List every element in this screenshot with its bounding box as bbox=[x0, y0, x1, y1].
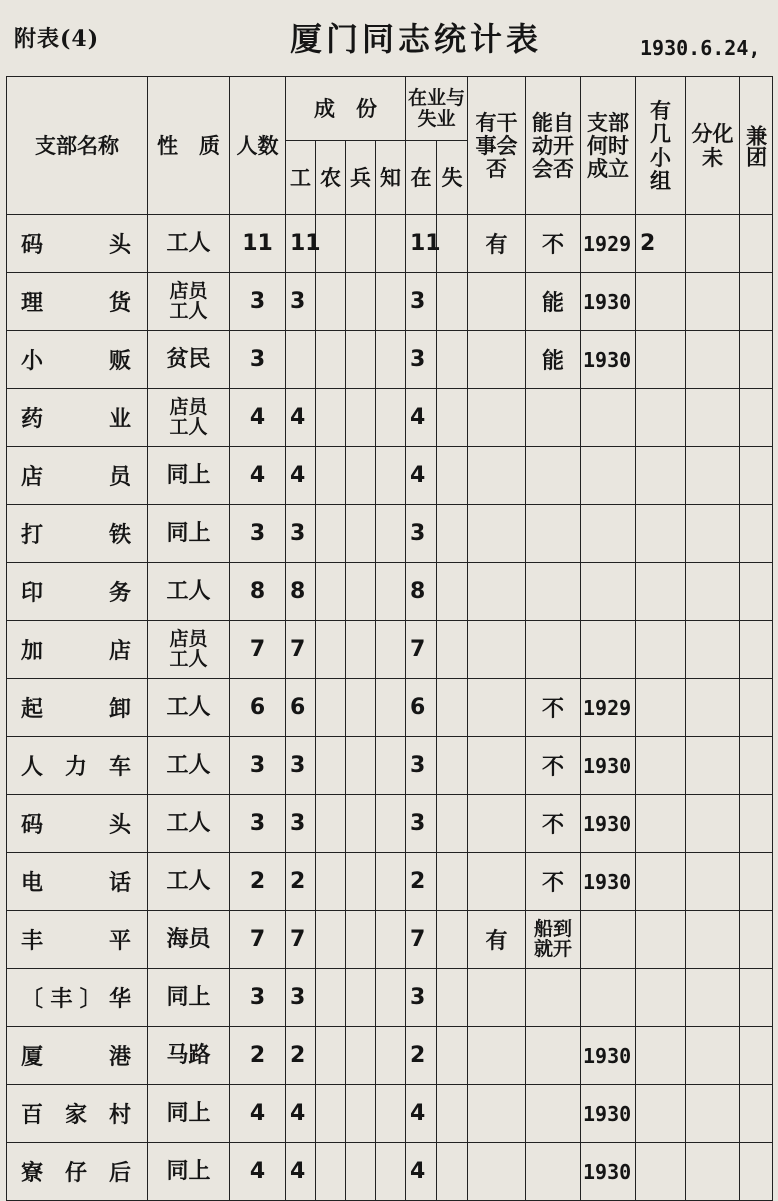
executive-meeting-cell bbox=[468, 969, 526, 1027]
self-meeting-cell: 能 bbox=[526, 273, 581, 331]
unemployed-cell bbox=[437, 795, 468, 853]
established-cell: 1930 bbox=[581, 853, 636, 911]
split-cell bbox=[686, 1085, 740, 1143]
peasant-cell bbox=[316, 447, 346, 505]
soldier-cell bbox=[346, 795, 376, 853]
groups-cell bbox=[636, 1143, 686, 1201]
nature-cell: 同上 bbox=[148, 505, 230, 563]
table-row bbox=[7, 911, 773, 969]
soldier-cell bbox=[346, 505, 376, 563]
peasant-cell bbox=[316, 1085, 346, 1143]
soldier-cell bbox=[346, 331, 376, 389]
branch-name-cell: 百家村 bbox=[7, 1085, 148, 1143]
table-row bbox=[7, 215, 773, 273]
table-row bbox=[7, 273, 773, 331]
worker-cell: 2 bbox=[286, 1027, 316, 1085]
established-cell bbox=[581, 969, 636, 1027]
executive-meeting-cell bbox=[468, 505, 526, 563]
intellectual-cell bbox=[376, 447, 406, 505]
page-title: 厦门同志统计表 bbox=[290, 20, 543, 58]
peasant-cell bbox=[316, 911, 346, 969]
peasant-cell bbox=[316, 621, 346, 679]
unemployed-cell bbox=[437, 563, 468, 621]
split-cell bbox=[686, 795, 740, 853]
intellectual-cell bbox=[376, 505, 406, 563]
branch-name-cell: 小贩 bbox=[7, 331, 148, 389]
unemployed-cell bbox=[437, 1143, 468, 1201]
intellectual-cell bbox=[376, 621, 406, 679]
unemployed-cell bbox=[437, 853, 468, 911]
self-meeting-cell: 船到 就开 bbox=[526, 911, 581, 969]
unemployed-cell bbox=[437, 911, 468, 969]
count-cell: 8 bbox=[230, 563, 286, 621]
split-cell bbox=[686, 447, 740, 505]
worker-cell: 4 bbox=[286, 389, 316, 447]
league-cell bbox=[740, 563, 773, 621]
executive-meeting-cell bbox=[468, 1085, 526, 1143]
col-header-employed: 在 bbox=[406, 141, 437, 215]
established-cell bbox=[581, 505, 636, 563]
employed-cell: 3 bbox=[406, 505, 437, 563]
groups-cell bbox=[636, 621, 686, 679]
self-meeting-cell: 不 bbox=[526, 215, 581, 273]
groups-cell bbox=[636, 737, 686, 795]
soldier-cell bbox=[346, 563, 376, 621]
branch-name-cell: 寮仔后 bbox=[7, 1143, 148, 1201]
established-cell bbox=[581, 563, 636, 621]
table-row bbox=[7, 389, 773, 447]
nature-cell: 店员 工人 bbox=[148, 621, 230, 679]
league-cell bbox=[740, 621, 773, 679]
unemployed-cell bbox=[437, 273, 468, 331]
league-cell bbox=[740, 447, 773, 505]
nature-cell: 同上 bbox=[148, 447, 230, 505]
unemployed-cell bbox=[437, 215, 468, 273]
peasant-cell bbox=[316, 563, 346, 621]
employed-cell: 7 bbox=[406, 911, 437, 969]
employed-cell: 4 bbox=[406, 389, 437, 447]
unemployed-cell bbox=[437, 679, 468, 737]
peasant-cell bbox=[316, 505, 346, 563]
nature-cell: 工人 bbox=[148, 853, 230, 911]
count-cell: 3 bbox=[230, 505, 286, 563]
intellectual-cell bbox=[376, 331, 406, 389]
league-cell bbox=[740, 737, 773, 795]
split-cell bbox=[686, 505, 740, 563]
established-cell: 1930 bbox=[581, 1027, 636, 1085]
league-cell bbox=[740, 215, 773, 273]
intellectual-cell bbox=[376, 389, 406, 447]
branch-name-cell: 码头 bbox=[7, 795, 148, 853]
league-cell bbox=[740, 331, 773, 389]
split-cell bbox=[686, 679, 740, 737]
branch-name-cell: 店员 bbox=[7, 447, 148, 505]
soldier-cell bbox=[346, 1143, 376, 1201]
soldier-cell bbox=[346, 215, 376, 273]
branch-name-cell: 打铁 bbox=[7, 505, 148, 563]
split-cell bbox=[686, 737, 740, 795]
count-cell: 4 bbox=[230, 447, 286, 505]
branch-name-cell: 药业 bbox=[7, 389, 148, 447]
nature-cell: 同上 bbox=[148, 1143, 230, 1201]
intellectual-cell bbox=[376, 273, 406, 331]
executive-meeting-cell bbox=[468, 447, 526, 505]
col-header-executive-meeting: 有干事会否 bbox=[468, 77, 526, 215]
self-meeting-cell bbox=[526, 621, 581, 679]
soldier-cell bbox=[346, 911, 376, 969]
unemployed-cell bbox=[437, 331, 468, 389]
table-row bbox=[7, 795, 773, 853]
intellectual-cell bbox=[376, 853, 406, 911]
established-cell: 1930 bbox=[581, 737, 636, 795]
peasant-cell bbox=[316, 1143, 346, 1201]
unemployed-cell bbox=[437, 389, 468, 447]
soldier-cell bbox=[346, 447, 376, 505]
table-row bbox=[7, 331, 773, 389]
league-cell bbox=[740, 911, 773, 969]
established-cell: 1930 bbox=[581, 795, 636, 853]
groups-cell bbox=[636, 1085, 686, 1143]
league-cell bbox=[740, 853, 773, 911]
established-cell: 1929 bbox=[581, 679, 636, 737]
nature-cell: 工人 bbox=[148, 679, 230, 737]
league-cell bbox=[740, 969, 773, 1027]
employed-cell: 11 bbox=[406, 215, 437, 273]
groups-cell bbox=[636, 795, 686, 853]
nature-cell: 店员 工人 bbox=[148, 273, 230, 331]
intellectual-cell bbox=[376, 1143, 406, 1201]
table-row bbox=[7, 969, 773, 1027]
groups-cell bbox=[636, 1027, 686, 1085]
employed-cell: 3 bbox=[406, 273, 437, 331]
worker-cell: 8 bbox=[286, 563, 316, 621]
table-row bbox=[7, 853, 773, 911]
col-header-nature: 性 质 bbox=[148, 77, 230, 215]
col-header-split: 分化未 bbox=[686, 77, 740, 215]
count-cell: 4 bbox=[230, 389, 286, 447]
soldier-cell bbox=[346, 273, 376, 331]
document-date: 1930.6.24, bbox=[640, 36, 761, 60]
nature-cell: 海员 bbox=[148, 911, 230, 969]
employed-cell: 8 bbox=[406, 563, 437, 621]
col-header-intellectual: 知 bbox=[376, 141, 406, 215]
count-cell: 2 bbox=[230, 853, 286, 911]
self-meeting-cell: 不 bbox=[526, 853, 581, 911]
league-cell bbox=[740, 505, 773, 563]
established-cell: 1930 bbox=[581, 1143, 636, 1201]
worker-cell: 3 bbox=[286, 737, 316, 795]
executive-meeting-cell bbox=[468, 621, 526, 679]
branch-name-cell: 人力车 bbox=[7, 737, 148, 795]
worker-cell: 3 bbox=[286, 273, 316, 331]
executive-meeting-cell bbox=[468, 389, 526, 447]
nature-cell: 贫民 bbox=[148, 331, 230, 389]
branch-name-cell: 码头 bbox=[7, 215, 148, 273]
unemployed-cell bbox=[437, 505, 468, 563]
established-cell: 1930 bbox=[581, 331, 636, 389]
appendix-label: 附表(4) bbox=[14, 26, 100, 52]
worker-cell: 4 bbox=[286, 1085, 316, 1143]
col-header-employment: 在业与失业 bbox=[406, 77, 468, 141]
groups-cell bbox=[636, 911, 686, 969]
peasant-cell bbox=[316, 853, 346, 911]
groups-cell bbox=[636, 679, 686, 737]
groups-cell: 2 bbox=[636, 215, 686, 273]
executive-meeting-cell bbox=[468, 273, 526, 331]
employed-cell: 4 bbox=[406, 1085, 437, 1143]
count-cell: 3 bbox=[230, 795, 286, 853]
table-row bbox=[7, 447, 773, 505]
count-cell: 3 bbox=[230, 969, 286, 1027]
col-header-soldier: 兵 bbox=[346, 141, 376, 215]
groups-cell bbox=[636, 389, 686, 447]
soldier-cell bbox=[346, 1085, 376, 1143]
self-meeting-cell bbox=[526, 563, 581, 621]
employed-cell: 7 bbox=[406, 621, 437, 679]
col-header-count: 人数 bbox=[230, 77, 286, 215]
count-cell: 3 bbox=[230, 737, 286, 795]
branch-name-cell: 电话 bbox=[7, 853, 148, 911]
col-header-league: 兼团 bbox=[740, 77, 773, 215]
nature-cell: 同上 bbox=[148, 1085, 230, 1143]
executive-meeting-cell bbox=[468, 737, 526, 795]
count-cell: 7 bbox=[230, 911, 286, 969]
intellectual-cell bbox=[376, 563, 406, 621]
branch-name-cell: 加店 bbox=[7, 621, 148, 679]
employed-cell: 2 bbox=[406, 1027, 437, 1085]
worker-cell: 2 bbox=[286, 853, 316, 911]
executive-meeting-cell bbox=[468, 331, 526, 389]
established-cell bbox=[581, 447, 636, 505]
established-cell bbox=[581, 621, 636, 679]
executive-meeting-cell bbox=[468, 853, 526, 911]
league-cell bbox=[740, 1027, 773, 1085]
count-cell: 2 bbox=[230, 1027, 286, 1085]
unemployed-cell bbox=[437, 737, 468, 795]
count-cell: 4 bbox=[230, 1143, 286, 1201]
branch-name-cell: 丰平 bbox=[7, 911, 148, 969]
worker-cell: 7 bbox=[286, 621, 316, 679]
nature-cell: 工人 bbox=[148, 215, 230, 273]
executive-meeting-cell bbox=[468, 679, 526, 737]
executive-meeting-cell: 有 bbox=[468, 911, 526, 969]
soldier-cell bbox=[346, 853, 376, 911]
split-cell bbox=[686, 1027, 740, 1085]
league-cell bbox=[740, 1085, 773, 1143]
self-meeting-cell: 不 bbox=[526, 795, 581, 853]
count-cell: 6 bbox=[230, 679, 286, 737]
unemployed-cell bbox=[437, 621, 468, 679]
employed-cell: 3 bbox=[406, 737, 437, 795]
self-meeting-cell bbox=[526, 1027, 581, 1085]
peasant-cell bbox=[316, 679, 346, 737]
table-row bbox=[7, 505, 773, 563]
col-header-peasant: 农 bbox=[316, 141, 346, 215]
self-meeting-cell bbox=[526, 505, 581, 563]
split-cell bbox=[686, 911, 740, 969]
intellectual-cell bbox=[376, 1027, 406, 1085]
league-cell bbox=[740, 273, 773, 331]
soldier-cell bbox=[346, 621, 376, 679]
split-cell bbox=[686, 389, 740, 447]
statistics-table bbox=[6, 76, 773, 1201]
employed-cell: 3 bbox=[406, 969, 437, 1027]
established-cell bbox=[581, 389, 636, 447]
table-row bbox=[7, 1085, 773, 1143]
table-row bbox=[7, 563, 773, 621]
soldier-cell bbox=[346, 1027, 376, 1085]
count-cell: 7 bbox=[230, 621, 286, 679]
league-cell bbox=[740, 679, 773, 737]
established-cell: 1930 bbox=[581, 273, 636, 331]
split-cell bbox=[686, 273, 740, 331]
split-cell bbox=[686, 969, 740, 1027]
nature-cell: 工人 bbox=[148, 795, 230, 853]
intellectual-cell bbox=[376, 679, 406, 737]
executive-meeting-cell: 有 bbox=[468, 215, 526, 273]
groups-cell bbox=[636, 505, 686, 563]
peasant-cell bbox=[316, 273, 346, 331]
nature-cell: 同上 bbox=[148, 969, 230, 1027]
self-meeting-cell bbox=[526, 1143, 581, 1201]
executive-meeting-cell bbox=[468, 563, 526, 621]
nature-cell: 店员 工人 bbox=[148, 389, 230, 447]
split-cell bbox=[686, 563, 740, 621]
employed-cell: 4 bbox=[406, 447, 437, 505]
groups-cell bbox=[636, 563, 686, 621]
intellectual-cell bbox=[376, 911, 406, 969]
peasant-cell bbox=[316, 389, 346, 447]
worker-cell: 3 bbox=[286, 969, 316, 1027]
peasant-cell bbox=[316, 331, 346, 389]
count-cell: 11 bbox=[230, 215, 286, 273]
employed-cell: 3 bbox=[406, 795, 437, 853]
nature-cell: 工人 bbox=[148, 737, 230, 795]
self-meeting-cell: 能 bbox=[526, 331, 581, 389]
col-header-established: 支部何时成立 bbox=[581, 77, 636, 215]
soldier-cell bbox=[346, 737, 376, 795]
soldier-cell bbox=[346, 969, 376, 1027]
branch-name-cell: 印务 bbox=[7, 563, 148, 621]
established-cell: 1929 bbox=[581, 215, 636, 273]
split-cell bbox=[686, 621, 740, 679]
count-cell: 3 bbox=[230, 273, 286, 331]
count-cell: 4 bbox=[230, 1085, 286, 1143]
table-row bbox=[7, 737, 773, 795]
branch-name-cell: 起卸 bbox=[7, 679, 148, 737]
executive-meeting-cell bbox=[468, 795, 526, 853]
col-header-worker: 工 bbox=[286, 141, 316, 215]
soldier-cell bbox=[346, 679, 376, 737]
established-cell: 1930 bbox=[581, 1085, 636, 1143]
worker-cell: 11 bbox=[286, 215, 316, 273]
table-row bbox=[7, 679, 773, 737]
worker-cell: 3 bbox=[286, 795, 316, 853]
count-cell: 3 bbox=[230, 331, 286, 389]
intellectual-cell bbox=[376, 1085, 406, 1143]
league-cell bbox=[740, 795, 773, 853]
groups-cell bbox=[636, 447, 686, 505]
groups-cell bbox=[636, 969, 686, 1027]
employed-cell: 4 bbox=[406, 1143, 437, 1201]
unemployed-cell bbox=[437, 1027, 468, 1085]
peasant-cell bbox=[316, 969, 346, 1027]
col-header-self-meeting: 能自动开会否 bbox=[526, 77, 581, 215]
col-header-composition: 成 份 bbox=[286, 77, 406, 141]
groups-cell bbox=[636, 853, 686, 911]
worker-cell: 3 bbox=[286, 505, 316, 563]
peasant-cell bbox=[316, 1027, 346, 1085]
self-meeting-cell bbox=[526, 389, 581, 447]
split-cell bbox=[686, 215, 740, 273]
worker-cell: 7 bbox=[286, 911, 316, 969]
nature-cell: 马路 bbox=[148, 1027, 230, 1085]
self-meeting-cell bbox=[526, 447, 581, 505]
established-cell bbox=[581, 911, 636, 969]
executive-meeting-cell bbox=[468, 1143, 526, 1201]
employed-cell: 3 bbox=[406, 331, 437, 389]
intellectual-cell bbox=[376, 969, 406, 1027]
peasant-cell bbox=[316, 737, 346, 795]
table-row bbox=[7, 1027, 773, 1085]
branch-name-cell: 厦港 bbox=[7, 1027, 148, 1085]
league-cell bbox=[740, 389, 773, 447]
league-cell bbox=[740, 1143, 773, 1201]
split-cell bbox=[686, 1143, 740, 1201]
table-row bbox=[7, 621, 773, 679]
branch-name-cell: 理货 bbox=[7, 273, 148, 331]
groups-cell bbox=[636, 331, 686, 389]
unemployed-cell bbox=[437, 969, 468, 1027]
branch-name-cell: 〔丰〕华 bbox=[7, 969, 148, 1027]
intellectual-cell bbox=[376, 795, 406, 853]
executive-meeting-cell bbox=[468, 1027, 526, 1085]
soldier-cell bbox=[346, 389, 376, 447]
intellectual-cell bbox=[376, 215, 406, 273]
split-cell bbox=[686, 331, 740, 389]
unemployed-cell bbox=[437, 1085, 468, 1143]
employed-cell: 2 bbox=[406, 853, 437, 911]
col-header-unemployed: 失 bbox=[437, 141, 468, 215]
table-row bbox=[7, 1143, 773, 1201]
groups-cell bbox=[636, 273, 686, 331]
split-cell bbox=[686, 853, 740, 911]
peasant-cell bbox=[316, 795, 346, 853]
col-header-branch: 支部名称 bbox=[7, 77, 148, 215]
unemployed-cell bbox=[437, 447, 468, 505]
worker-cell: 4 bbox=[286, 447, 316, 505]
worker-cell: 6 bbox=[286, 679, 316, 737]
nature-cell: 工人 bbox=[148, 563, 230, 621]
intellectual-cell bbox=[376, 737, 406, 795]
self-meeting-cell bbox=[526, 969, 581, 1027]
employed-cell: 6 bbox=[406, 679, 437, 737]
col-header-groups: 有几小组 bbox=[636, 77, 686, 215]
self-meeting-cell bbox=[526, 1085, 581, 1143]
worker-cell bbox=[286, 331, 316, 389]
self-meeting-cell: 不 bbox=[526, 679, 581, 737]
worker-cell: 4 bbox=[286, 1143, 316, 1201]
self-meeting-cell: 不 bbox=[526, 737, 581, 795]
